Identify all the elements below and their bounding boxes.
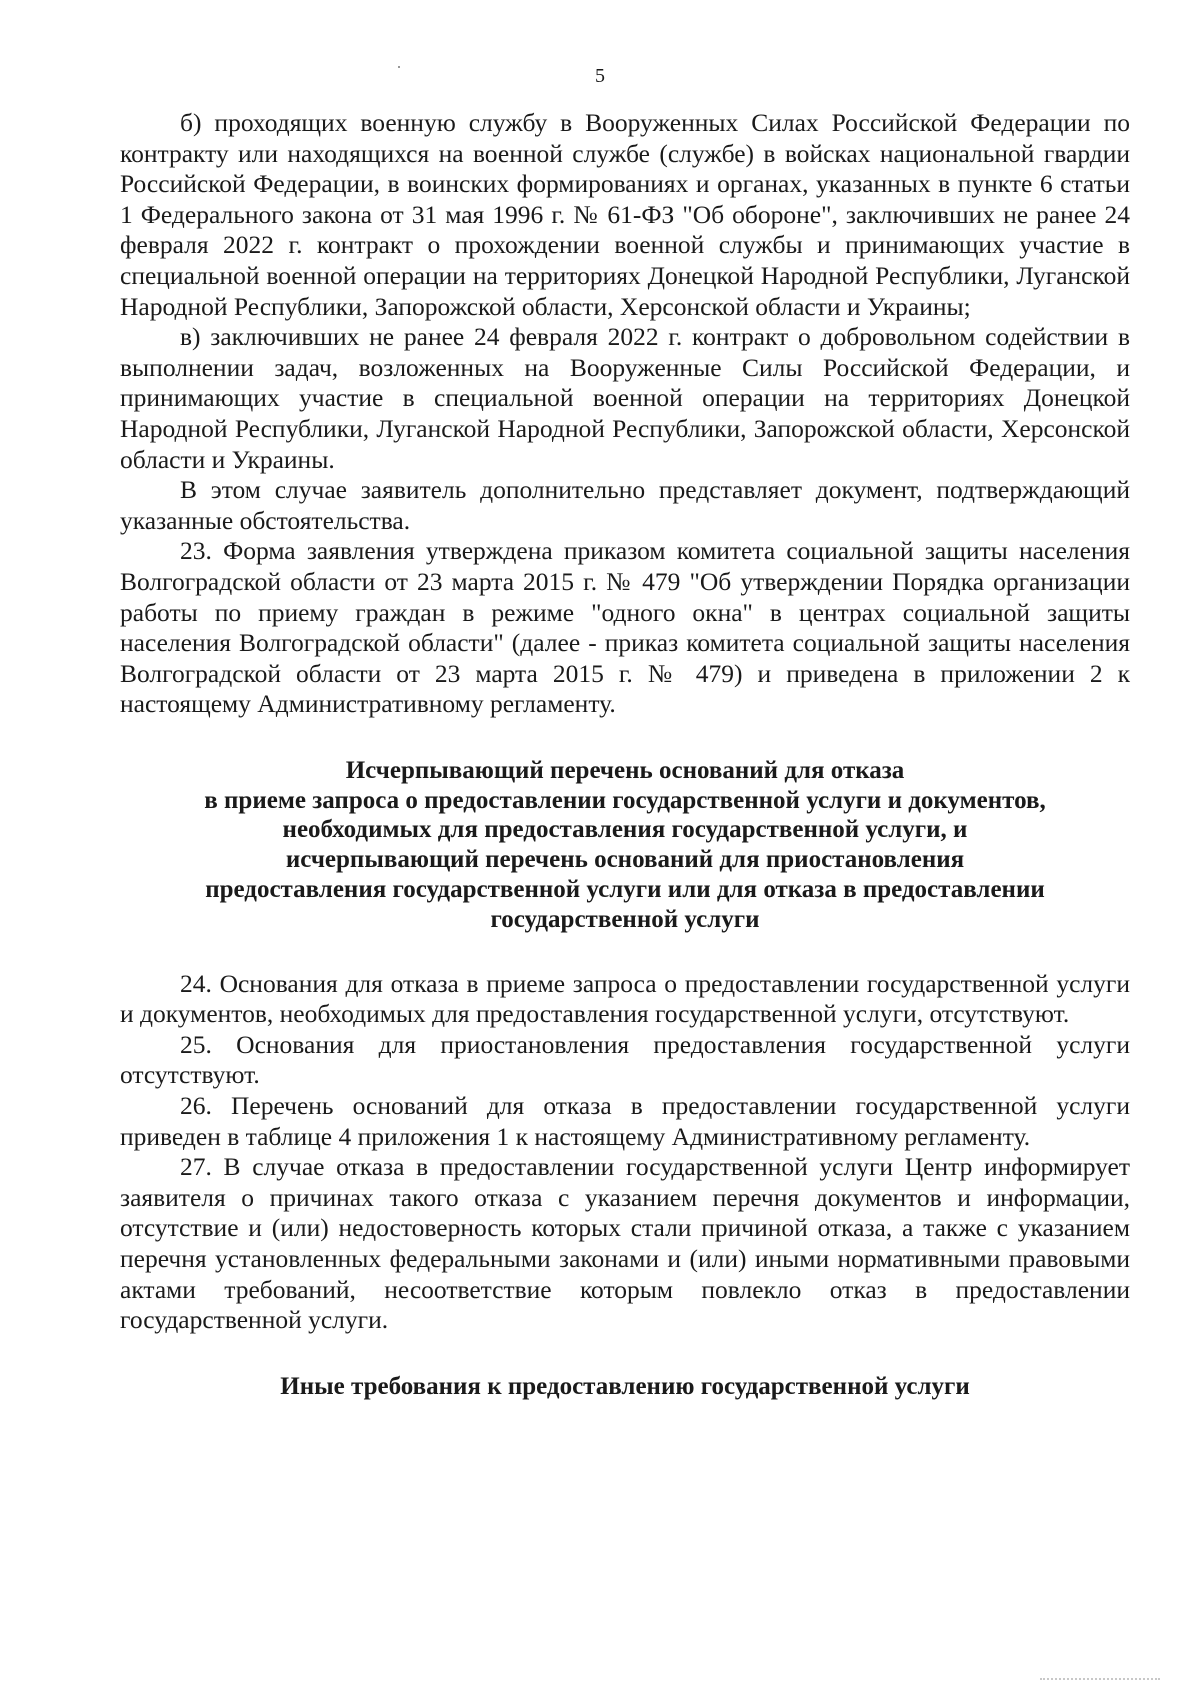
paragraph-27: 27. В случае отказа в предоставлении государственной услуги Центр информирует заявителя о причинах такого отказа с указанием перечня документов и информации, отсутствие и (или) недостоверность которых стали причиной отказа, а также с указанием перечня установленных федеральными законами и (или) иными нормативными правовыми актами требований, несоответствие которым повлекло отказ в предоставлении государственной услуги. bbox=[120, 1152, 1130, 1335]
section-heading-line: необходимых для предоставления государственной услуги, и bbox=[282, 816, 968, 844]
final-section-heading: Иные требования к предоставлению государственной услуги bbox=[280, 1372, 970, 1400]
section-heading-line: государственной услуги bbox=[490, 905, 760, 933]
paragraph-b: б) проходящих военную службу в Вооруженных Силах Российской Федерации по контракту или находящихся на военной службе (службе) в войсках национальной гвардии Российской Федерации, в воинских формированиях и органах, указанных в пункте 6 статьи 1 Федерального закона от 31 мая 1996 г. № 61-ФЗ "Об обороне", заключивших не ранее 24 февраля 2022 г. контракт о прохождении военной службы и принимающих участие в специальной военной операции на территориях Донецкой Народной Республики, Луганской Народной Республики, Запорожской области, Херсонской области и Украины; bbox=[120, 108, 1130, 321]
paragraph-24: 24. Основания для отказа в приеме запроса о предоставлении государственной услуги и документов, необходимых для предоставления государственной услуги, отсутствуют. bbox=[120, 968, 1130, 1029]
document-body bbox=[120, 108, 1130, 1402]
paragraph-26: 26. Перечень оснований для отказа в предоставлении государственной услуги приведен в таблице 4 приложения 1 к настоящему Административному регламенту. bbox=[120, 1091, 1130, 1151]
section-heading-line: исчерпывающий перечень оснований для приостановления bbox=[285, 846, 965, 874]
section-heading-line: в приеме запроса о предоставлении государственной услуги и документов, bbox=[204, 786, 1046, 814]
paragraph-23: 23. Форма заявления утверждена приказом комитета социальной защиты населения Волгоградской области от 23 марта 2015 г. № 479 "Об утверждении Порядка организации работы по приему граждан в режиме "одного окна" в центрах социальной защиты населения Волгоградской области" (далее - приказ комитета социальной защиты населения Волгоградской области от 23 марта 2015 г. № 479) и приведена в приложении 2 к настоящему Административному регламенту. bbox=[120, 536, 1130, 719]
section-heading bbox=[120, 756, 1130, 935]
section-heading-line: предоставления государственной услуги или для отказа в предоставлении bbox=[205, 876, 1045, 904]
scan-edge-mark bbox=[1040, 1676, 1160, 1680]
section-heading-line: Исчерпывающий перечень оснований для отказа bbox=[345, 756, 905, 784]
paragraph-supplementary-document: В этом случае заявитель дополнительно представляет документ, подтверждающий указанные обстоятельства. bbox=[120, 475, 1130, 535]
page-number: 5 bbox=[595, 65, 605, 87]
paragraph-v: в) заключивших не ранее 24 февраля 2022 г. контракт о добровольном содействии в выполнении задач, возложенных на Вооруженные Силы Российской Федерации, и принимающих участие в специальной военной операции на территориях Донецкой Народной Республики, Луганской Народной Республики, Запорожской области, Херсонской области и Украины. bbox=[120, 322, 1130, 474]
paragraph-25: 25. Основания для приостановления предоставления государственной услуги отсутствуют. bbox=[120, 1029, 1130, 1090]
